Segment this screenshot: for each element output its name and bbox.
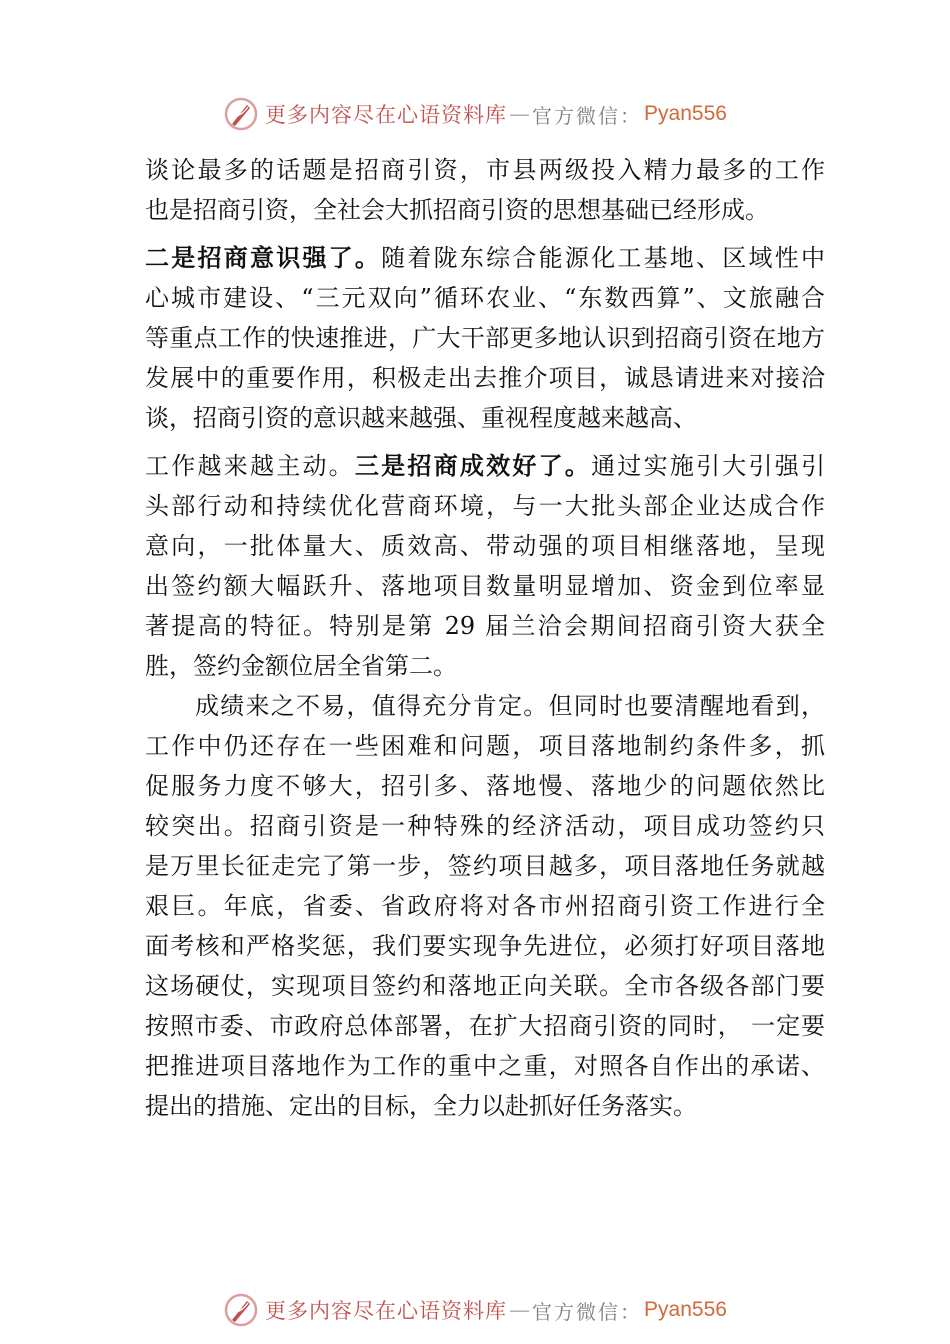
watermark-wechat-id: Pyan556: [644, 1298, 727, 1321]
watermark-separator: —: [509, 102, 531, 126]
document-body: [145, 150, 825, 1126]
watermark-colon: ：: [620, 1299, 641, 1324]
text-line: 工作中仍还存在一些困难和问题，项目落地制约条件多，抓: [145, 732, 825, 760]
text-line: 按照市委、市政府总体部署，在扩大招商引资的同时， 一定要: [145, 1012, 825, 1040]
text-line: 胜，签约金额位居全省第二。: [145, 652, 457, 680]
watermark-separator: —: [509, 1298, 531, 1322]
watermark-text: 更多内容尽在心语资料库: [265, 1299, 508, 1323]
text-line: 面考核和严格奖惩，我们要实现争先进位，必须打好项目落地: [145, 932, 825, 960]
header-watermark: [0, 94, 950, 134]
text-line: 较突出。招商引资是一种特殊的经济活动，项目成功签约只: [145, 812, 825, 840]
watermark-text: 更多内容尽在心语资料库: [265, 103, 508, 127]
watermark-label: 官方微信: [532, 103, 621, 128]
text-line: 艰巨。年底，省委、省政府将对各市州招商引资工作进行全: [145, 892, 825, 920]
watermark-wechat-id: Pyan556: [644, 102, 727, 125]
text-line: 把推进项目落地作为工作的重中之重，对照各自作出的承诺、: [145, 1052, 825, 1080]
text-line: 等重点工作的快速推进，广大干部更多地认识到招商引资在地方: [145, 324, 825, 352]
quill-logo-icon: [223, 96, 259, 132]
text-line: 发展中的重要作用，积极走出去推介项目，诚恳请进来对接洽: [145, 364, 825, 392]
text-line: 提出的措施、定出的目标，全力以赴抓好任务落实。: [145, 1092, 697, 1120]
text-line: 二是招商意识强了。随着陇东综合能源化工基地、区域性中: [145, 244, 826, 272]
text-line: 心城市建设、“三元双向”循环农业、“东数西算”、文旅融合: [145, 284, 825, 312]
text-line: 这场硬仗，实现项目签约和落地正向关联。全市各级各部门要: [145, 972, 825, 1000]
text-line: 成绩来之不易，值得充分肯定。但同时也要清醒地看到，: [195, 692, 825, 720]
bold-heading: 二是招商意识强了。: [145, 244, 382, 272]
bold-heading: 三是招商成效好了。: [354, 452, 592, 480]
text-line: 出签约额大幅跃升、落地项目数量明显增加、资金到位率显: [145, 572, 825, 600]
text-line: 意向，一批体量大、质效高、带动强的项目相继落地，呈现: [145, 532, 825, 560]
text-line: 工作越来越主动。三是招商成效好了。通过实施引大引强引: [145, 452, 826, 480]
text-line: 头部行动和持续优化营商环境，与一大批头部企业达成合作: [145, 492, 825, 520]
watermark-label: 官方微信: [532, 1299, 621, 1324]
footer-watermark: [0, 1290, 950, 1330]
text-line: 是万里长征走完了第一步，签约项目越多，项目落地任务就越: [145, 852, 825, 880]
text-line: 谈，招商引资的意识越来越强、重视程度越来越高、: [145, 404, 697, 432]
text-line: 促服务力度不够大，招引多、落地慢、落地少的问题依然比: [145, 772, 825, 800]
quill-logo-icon: [223, 1292, 259, 1328]
watermark-colon: ：: [620, 103, 641, 128]
text-line: 谈论最多的话题是招商引资，市县两级投入精力最多的工作: [145, 156, 825, 184]
text-line: 也是招商引资，全社会大抓招商引资的思想基础已经形成。: [145, 196, 769, 224]
text-line: 著提高的特征。特别是第 29 届兰洽会期间招商引资大获全: [145, 612, 825, 640]
